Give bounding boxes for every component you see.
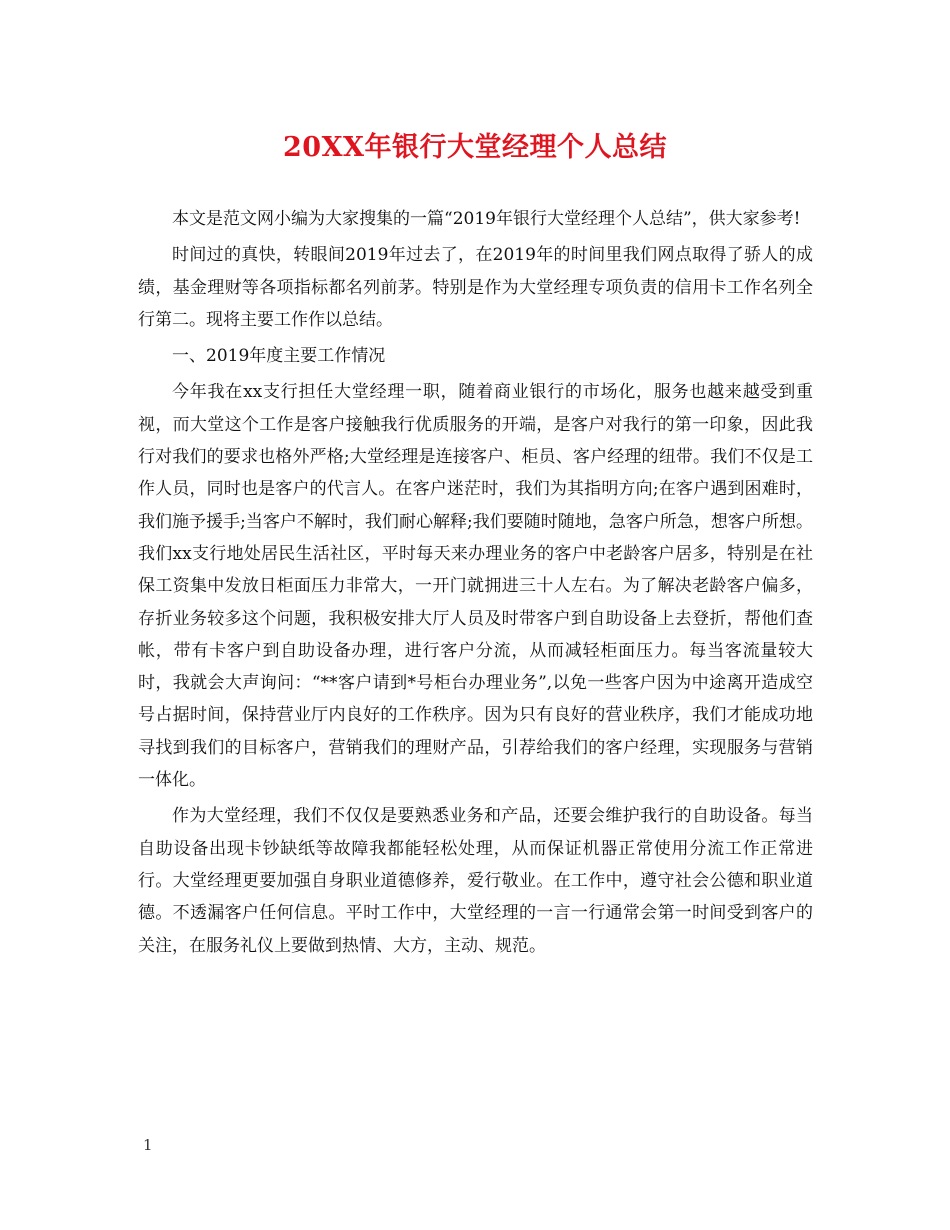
paragraph-work-details: 今年我在xx支行担任大堂经理一职，随着商业银行的市场化，服务也越来越受到重视，而大堂这个工作是客户接触我行优质服务的开端，是客户对我行的第一印象，因此我行对我们的要求也格外严格;大堂经理是连接客户、柜员、客户经理的纽带。我们不仅是工作人员，同时也是客户的代言人。在客户迷茫时，我们为其指明方向;在客户遇到困难时，我们施予援手;当客户不解时，我们耐心解释;我们要随时随地，急客户所急，想客户所想。我们xx支行地处居民生活社区，平时每天来办理业务的客户中老龄客户居多，特别是在社保工资集中发放日柜面压力非常大，一开门就拥进三十人左右。为了解决老龄客户偏多，存折业务较多这个问题，我积极安排大厅人员及时带客户到自助设备上去登折，帮他们查帐，带有卡客户到自助设备办理，进行客户分流，从而减轻柜面压力。每当客流量较大时，我就会大声询问：“**客户请到*号柜台办理业务”,以免一些客户因为中途离开造成空号占据时间，保持营业厅内良好的工作秩序。因为只有良好的营业秩序，我们才能成功地寻找到我们的目标客户，营销我们的理财产品，引荐给我们的客户经理，实现服务与营销一体化。 [138, 382, 813, 791]
page-number: 1 [143, 1136, 153, 1154]
paragraph-duties: 作为大堂经理，我们不仅仅是要熟悉业务和产品，还要会维护我行的自助设备。每当自助设备出现卡钞缺纸等故障我都能轻松处理，从而保证机器正常使用分流工作正常进行。大堂经理更要加强自身职业道德修养，爱行敬业。在工作中，遵守社会公德和职业道德。不透漏客户任何信息。平时工作中，大堂经理的一言一行通常会第一时间受到客户的关注，在服务礼仪上要做到热情、大方，主动、规范。 [138, 806, 813, 956]
section-heading: 一、2019年度主要工作情况 [172, 346, 386, 367]
paragraph-overview: 时间过的真快，转眼间2019年过去了，在2019年的时间里我们网点取得了骄人的成绩，基金理财等各项指标都名列前茅。特别是作为大堂经理专项负责的信用卡工作名列全行第二。现将主要工作作以总结。 [138, 245, 813, 330]
document-body [138, 203, 813, 966]
document-title: 20XX年银行大堂经理个人总结 [283, 132, 667, 163]
paragraph-intro: 本文是范文网小编为大家搜集的一篇“2019年银行大堂经理个人总结”，供大家参考! [172, 209, 801, 229]
